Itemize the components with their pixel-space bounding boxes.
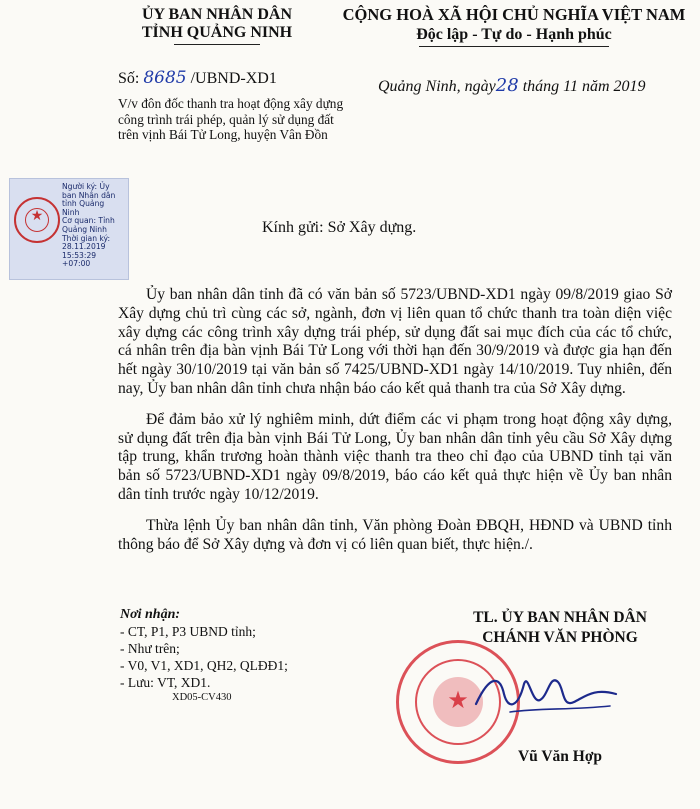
archive-code: XD05-CV430	[172, 692, 232, 703]
signer-title: CHÁNH VĂN PHÒNG	[482, 629, 638, 646]
subject-line: V/v đôn đốc thanh tra hoạt động xây dựng công trình trái phép, quản lý sử dụng đất trên vịnh Bái Tử Long, huyện Vân Đồn	[118, 96, 344, 143]
handwritten-signature-icon	[470, 664, 620, 724]
recipient-item: - Như trên;	[120, 641, 180, 656]
nation-name: CỘNG HOÀ XÃ HỘI CHỦ NGHĨA VIỆT NAM	[342, 5, 686, 24]
motto: Độc lập - Tự do - Hạnh phúc	[416, 26, 612, 43]
body-paragraph: Để đảm bảo xử lý nghiêm minh, dứt điểm các vi phạm trong hoạt động xây dựng, sử dụng đất trên địa bàn vịnh Bái Tử Long, Ủy ban nhân dân tỉnh yêu cầu Sở Xây dựng tập trung, khẩn trương hoàn thành việc thanh tra theo chỉ đạo của UBND tỉnh tại văn bản số 5723/UBND-XD1 ngày 09/8/2019, báo cáo kết quả thực hiện về Ủy ban nhân dân tỉnh trước ngày 10/12/2019.	[118, 410, 672, 503]
recipient-item: - V0, V1, XD1, QH2, QLĐĐ1;	[120, 658, 288, 673]
body-paragraph: Ủy ban nhân dân tỉnh đã có văn bản số 5723/UBND-XD1 ngày 09/8/2019 giao Sở Xây dựng chủ trì cùng các sở, ngành, đơn vị liên quan tổ chức thanh tra toàn diện việc xây dựng các công trình xây dựng trái phép, sử dụng đất sai mục đích của các tổ chức, cá nhân trên địa bàn vịnh Bái Tử Long với thời hạn đến 30/9/2019 và được gia hạn đến hết ngày 30/10/2019 tại văn bản số 7425/UBND-XD1 ngày 14/10/2019. Tuy nhiên, đến nay, Ủy ban nhân dân tỉnh chưa nhận báo cáo kết quả thanh tra của Sở Xây dựng.	[118, 286, 672, 397]
letter-body	[118, 286, 672, 566]
doc-number-prefix: Số:	[118, 70, 144, 87]
recipients-list	[120, 606, 380, 705]
digital-signature-box	[9, 178, 129, 280]
body-paragraph: Thừa lệnh Ủy ban nhân dân tỉnh, Văn phòng Đoàn ĐBQH, HĐND và UBND tỉnh thông báo để Sở Xây dựng và đơn vị có liên quan biết, thực hiện./.	[118, 516, 672, 553]
red-seal-icon: ★	[396, 640, 520, 764]
signature-block	[440, 608, 680, 765]
signer-name: Vũ Văn Hợp	[517, 748, 603, 765]
date-prefix: Quảng Ninh, ngày	[378, 78, 496, 95]
doc-number-suffix: /UBND-XD1	[186, 70, 277, 87]
issuing-authority	[112, 6, 322, 45]
digital-signature-text: Người ký: Ủy ban Nhân dân tỉnh Quảng Ninh Cơ quan: Tỉnh Quảng Ninh Thời gian ký: 28.11.2019 15:53:29 +07:00	[62, 182, 116, 269]
recipients-title: Nơi nhận:	[120, 607, 181, 622]
date-line	[378, 75, 646, 96]
national-motto	[330, 6, 698, 47]
addressee: Kính gửi: Sở Xây dựng.	[262, 219, 417, 236]
recipient-item: - Lưu: VT, XD1.	[120, 675, 211, 690]
motto-underline	[419, 46, 609, 47]
date-suffix: tháng 11 năm 2019	[518, 78, 646, 95]
authority-line-2: TỈNH QUẢNG NINH	[141, 24, 293, 41]
digital-seal-icon: ★	[14, 197, 60, 243]
recipient-item: - CT, P1, P3 UBND tỉnh;	[120, 624, 256, 639]
date-day-handwritten: 28	[495, 75, 519, 96]
authority-line-1: ỦY BAN NHÂN DÂN	[141, 6, 293, 23]
document-number	[118, 68, 277, 88]
authority-underline	[174, 44, 260, 45]
signing-authority: TL. ỦY BAN NHÂN DÂN	[473, 609, 647, 626]
doc-number-handwritten: 8685	[143, 68, 187, 88]
